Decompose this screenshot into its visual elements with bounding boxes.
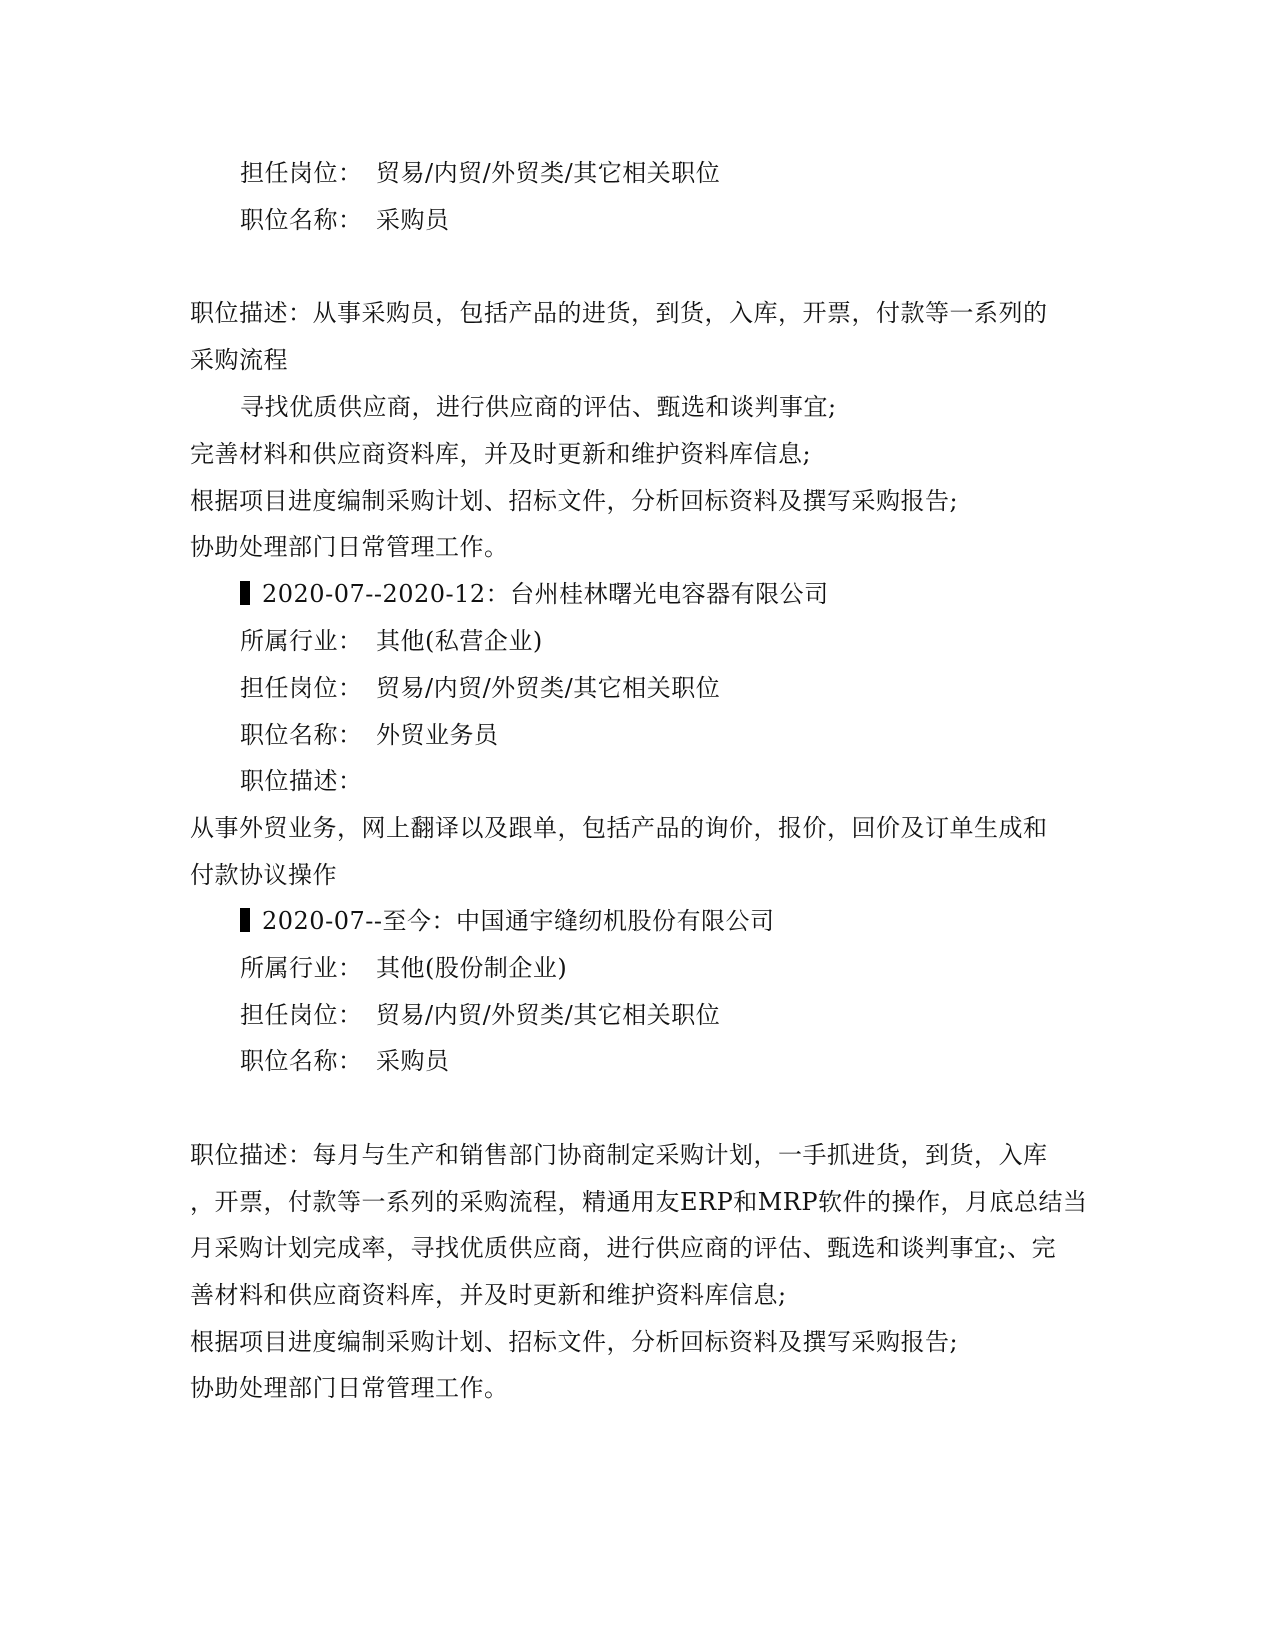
title-value: 采购员 — [376, 206, 450, 234]
entry2-title-row — [240, 720, 499, 750]
industry-label: 所属行业： — [240, 954, 363, 982]
entry3-industry-row — [240, 953, 567, 983]
industry-value: 其他(股份制企业) — [376, 954, 568, 982]
title-label: 职位名称： — [240, 1047, 363, 1075]
post-value: 贸易/内贸/外贸类/其它相关职位 — [376, 674, 721, 702]
entry1-desc-line2: 采购流程 — [190, 346, 288, 374]
entry3-duty1: 根据项目进度编制采购计划、招标文件，分析回标资料及撰写采购报告; — [190, 1328, 959, 1356]
entry1-duty4: 协助处理部门日常管理工作。 — [190, 533, 509, 561]
title-value: 采购员 — [376, 1047, 450, 1075]
entry3-duty2: 协助处理部门日常管理工作。 — [190, 1374, 509, 1402]
industry-label: 所属行业： — [240, 627, 363, 655]
entry2-header — [240, 579, 829, 609]
entry3-desc-line4: 善材料和供应商资料库，并及时更新和维护资料库信息; — [190, 1281, 787, 1309]
entry1-title-row — [240, 205, 450, 235]
entry2-desc-line1: 从事外贸业务，网上翻译以及跟单，包括产品的询价，报价，回价及订单生成和 — [190, 814, 1048, 842]
entry1-duty1: 寻找优质供应商，进行供应商的评估、甄选和谈判事宜; — [240, 393, 837, 421]
entry3-desc-line2: ，开票，付款等一系列的采购流程，精通用友ERP和MRP软件的操作，月底总结当 — [190, 1188, 1088, 1216]
entry1-desc-line1: 职位描述：从事采购员，包括产品的进货，到货，入库，开票，付款等一系列的 — [190, 299, 1048, 327]
entry3-desc-line1: 职位描述：每月与生产和销售部门协商制定采购计划，一手抓进货，到货，入库 — [190, 1141, 1048, 1169]
post-label: 担任岗位： — [240, 674, 363, 702]
entry3-title-row — [240, 1046, 450, 1076]
entry3-header — [240, 906, 774, 936]
title-value: 外贸业务员 — [376, 721, 499, 749]
entry2-industry-row — [240, 626, 543, 656]
entry3-desc-line3: 月采购计划完成率，寻找优质供应商，进行供应商的评估、甄选和谈判事宜;、完 — [190, 1234, 1057, 1262]
bullet-marker-icon — [240, 908, 250, 932]
post-label: 担任岗位： — [240, 1001, 363, 1029]
entry2-header-text: 2020-07--2020-12：台州桂林曙光电容器有限公司 — [262, 580, 829, 608]
entry2-desc-label: 职位描述： — [240, 767, 363, 795]
post-label: 担任岗位： — [240, 159, 363, 187]
industry-value: 其他(私营企业) — [376, 627, 543, 655]
post-value: 贸易/内贸/外贸类/其它相关职位 — [376, 159, 721, 187]
entry2-post-row — [240, 673, 720, 703]
title-label: 职位名称： — [240, 721, 363, 749]
entry2-desc-line2: 付款协议操作 — [190, 861, 337, 889]
post-value: 贸易/内贸/外贸类/其它相关职位 — [376, 1001, 721, 1029]
entry1-duty2: 完善材料和供应商资料库，并及时更新和维护资料库信息; — [190, 440, 812, 468]
bullet-marker-icon — [240, 581, 250, 605]
entry1-post-row — [240, 158, 720, 188]
entry1-duty3: 根据项目进度编制采购计划、招标文件，分析回标资料及撰写采购报告; — [190, 487, 959, 515]
entry3-post-row — [240, 1000, 720, 1030]
entry3-header-text: 2020-07--至今：中国通宇缝纫机股份有限公司 — [262, 907, 775, 935]
title-label: 职位名称： — [240, 206, 363, 234]
